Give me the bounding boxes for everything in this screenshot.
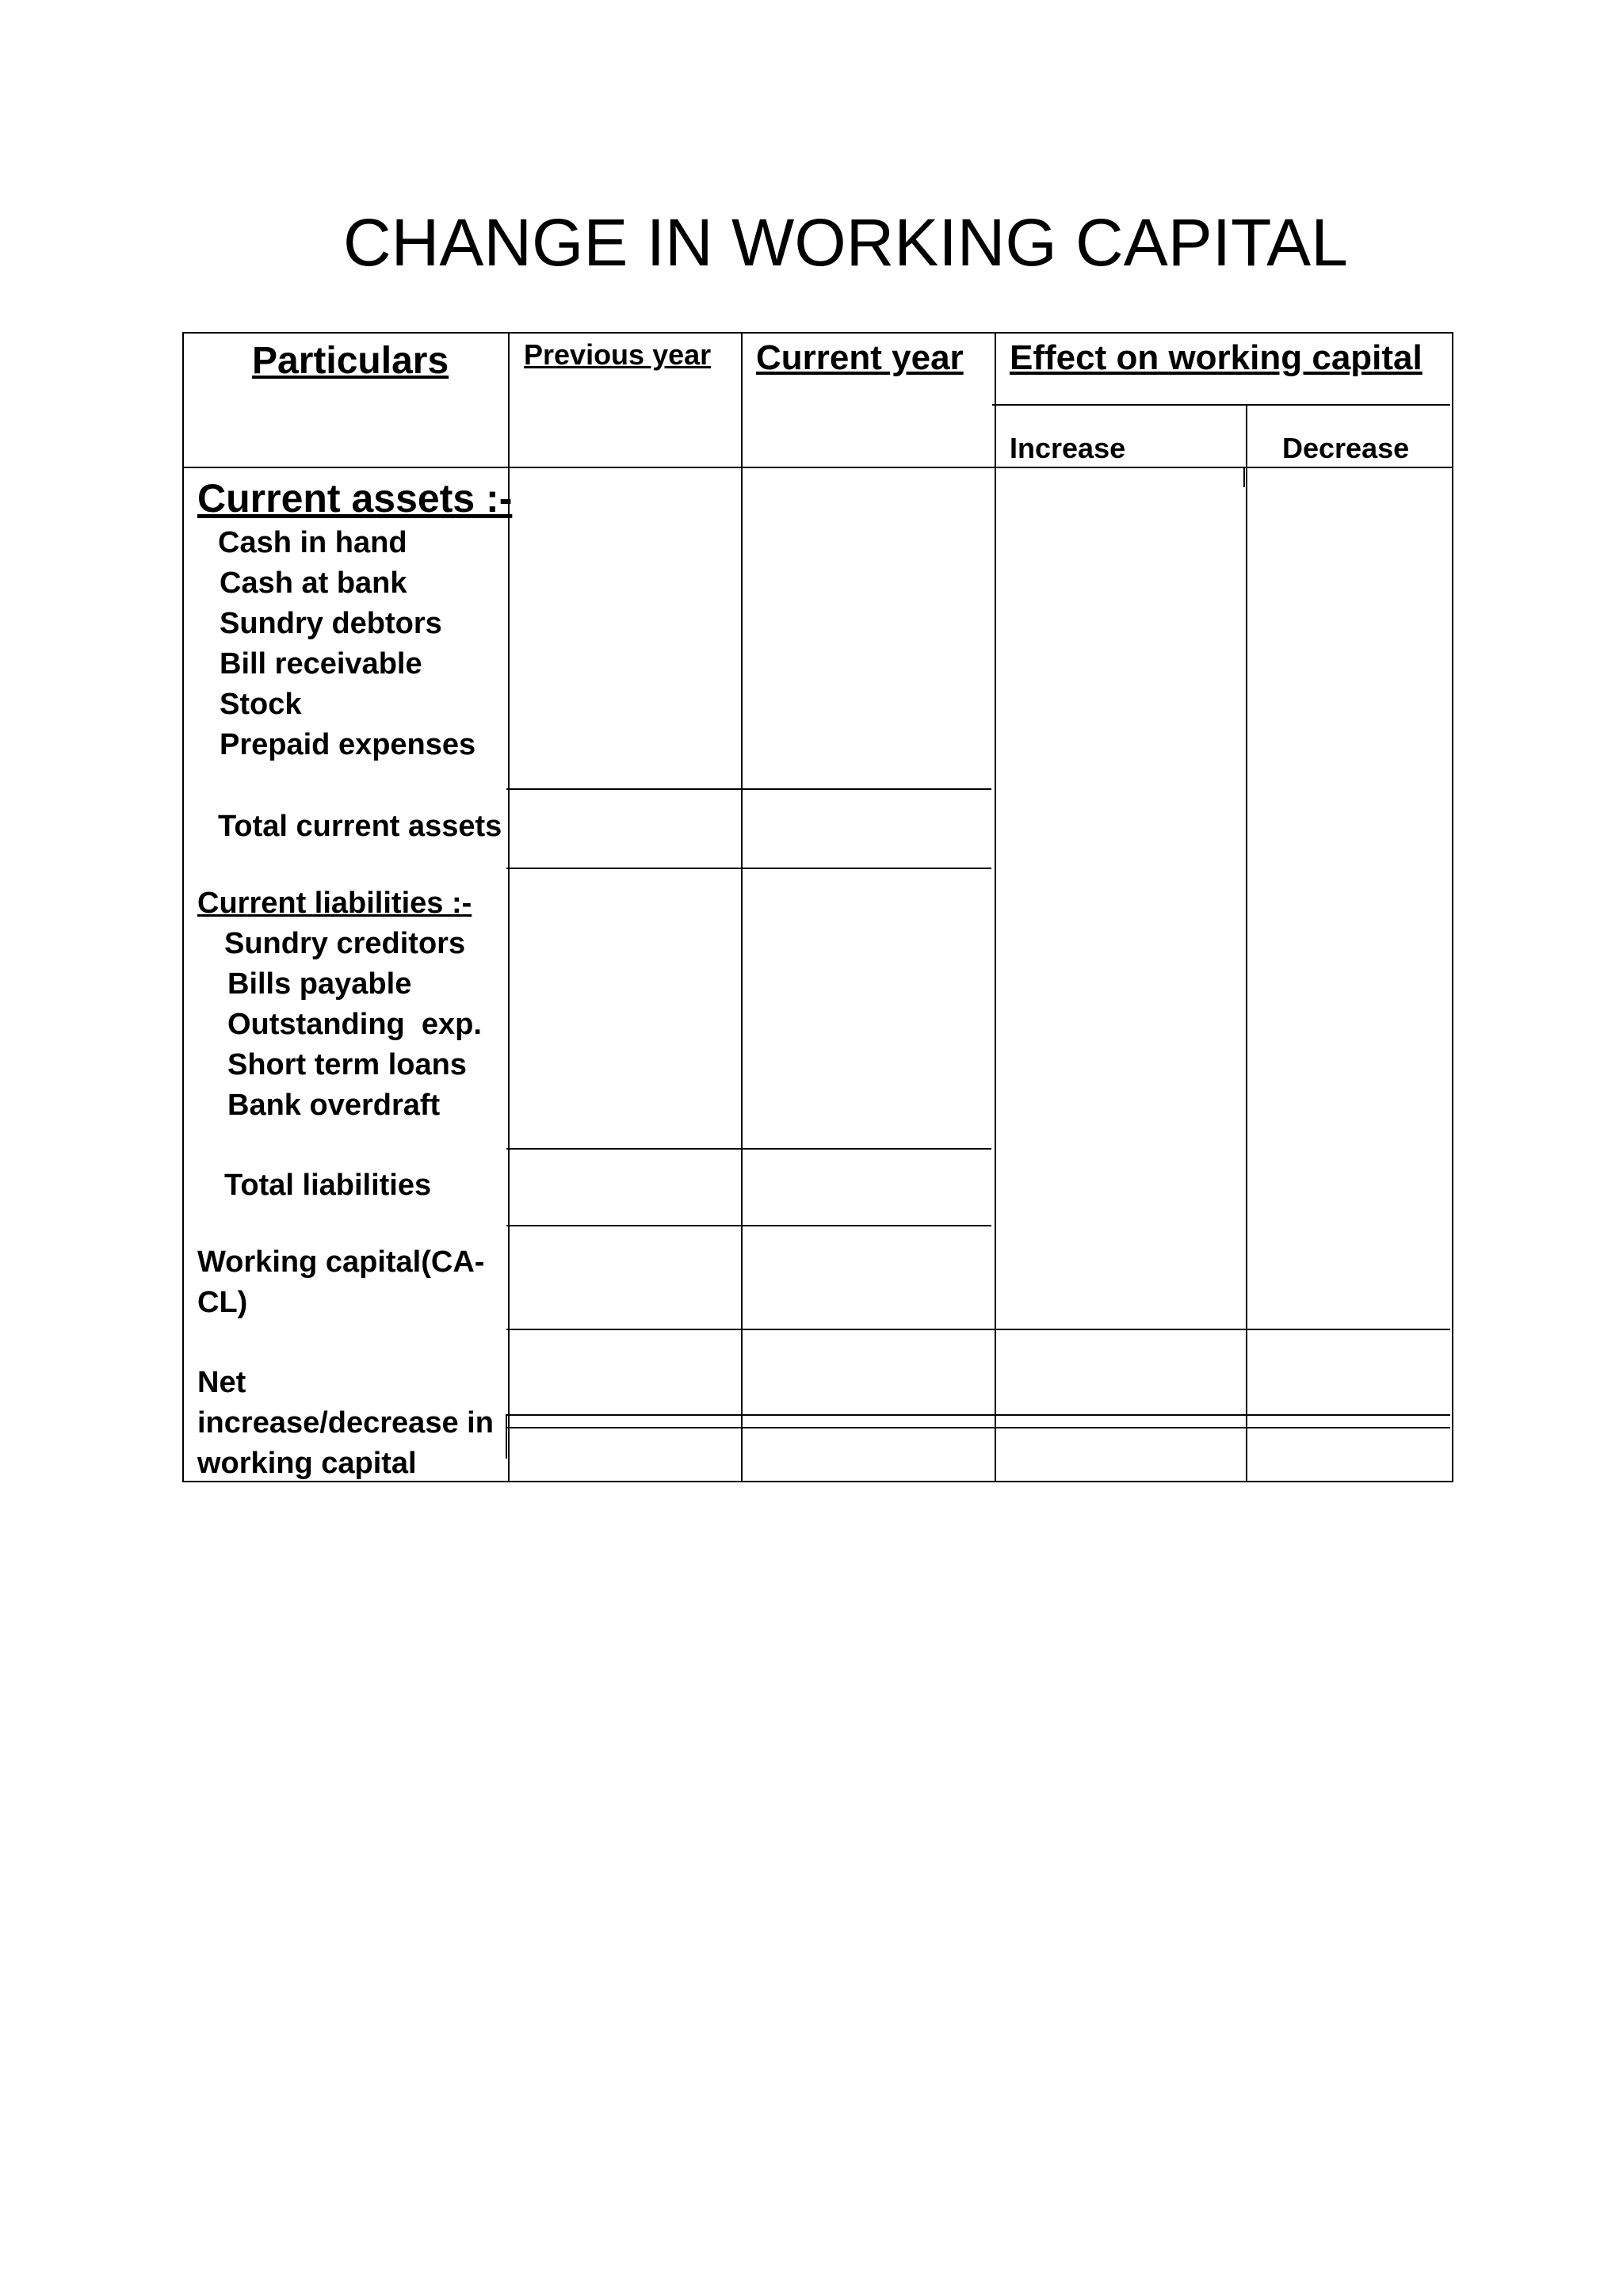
assets-subtotal-top-line xyxy=(506,788,991,790)
header-effect-divider xyxy=(992,404,1450,406)
current-assets-heading: Current assets :- xyxy=(197,476,513,521)
liability-item: Sundry creditors xyxy=(224,927,466,960)
header-bottom-line xyxy=(182,467,1453,468)
table-border-bottom xyxy=(182,1481,1453,1482)
asset-item: Cash in hand xyxy=(218,526,407,559)
table-border-right xyxy=(1452,332,1453,1482)
table-border-top xyxy=(182,332,1453,334)
liability-item: Outstanding exp. xyxy=(227,1008,482,1041)
net-change-label-line-1: Net xyxy=(197,1366,246,1399)
asset-item: Prepaid expenses xyxy=(220,728,476,761)
header-current-year: Current year xyxy=(756,338,964,377)
total-current-assets: Total current assets xyxy=(218,810,502,843)
header-particulars: Particulars xyxy=(252,340,449,382)
liabilities-subtotal-bottom-line xyxy=(506,1225,991,1226)
net-change-label-line-2: increase/decrease in xyxy=(197,1406,494,1440)
asset-item: Stock xyxy=(220,688,302,721)
current-liabilities-heading: Current liabilities :- xyxy=(197,887,472,920)
header-decrease: Decrease xyxy=(1282,432,1410,464)
liability-item: Bank overdraft xyxy=(227,1089,441,1122)
table-border-left xyxy=(182,332,184,1482)
liability-item: Bills payable xyxy=(227,967,412,1001)
column-divider-previous-year xyxy=(741,332,743,1482)
working-capital-bottom-line xyxy=(506,1329,1450,1330)
working-capital-label-line-1: Working capital(CA- xyxy=(197,1245,485,1279)
header-effect-on-working-capital: Effect on working capital xyxy=(1010,338,1423,377)
net-change-bracket xyxy=(506,1414,507,1459)
net-change-line-1 xyxy=(506,1414,1450,1416)
page-title: CHANGE IN WORKING CAPITAL xyxy=(343,205,1348,280)
asset-item: Cash at bank xyxy=(220,566,407,600)
asset-item: Bill receivable xyxy=(220,647,422,681)
column-divider-current-year xyxy=(995,332,996,1482)
net-change-line-2 xyxy=(506,1427,1450,1428)
asset-item: Sundry debtors xyxy=(220,607,442,640)
assets-subtotal-bottom-line xyxy=(506,868,991,869)
header-tick-mark xyxy=(1243,467,1245,487)
total-liabilities: Total liabilities xyxy=(224,1169,432,1202)
liabilities-subtotal-top-line xyxy=(506,1148,991,1150)
header-previous-year: Previous year xyxy=(524,338,712,371)
net-change-label-line-3: working capital xyxy=(197,1447,417,1480)
column-divider-increase xyxy=(1246,404,1247,1482)
header-increase: Increase xyxy=(1010,432,1126,464)
liability-item: Short term loans xyxy=(227,1048,467,1081)
working-capital-label-line-2: CL) xyxy=(197,1286,248,1319)
